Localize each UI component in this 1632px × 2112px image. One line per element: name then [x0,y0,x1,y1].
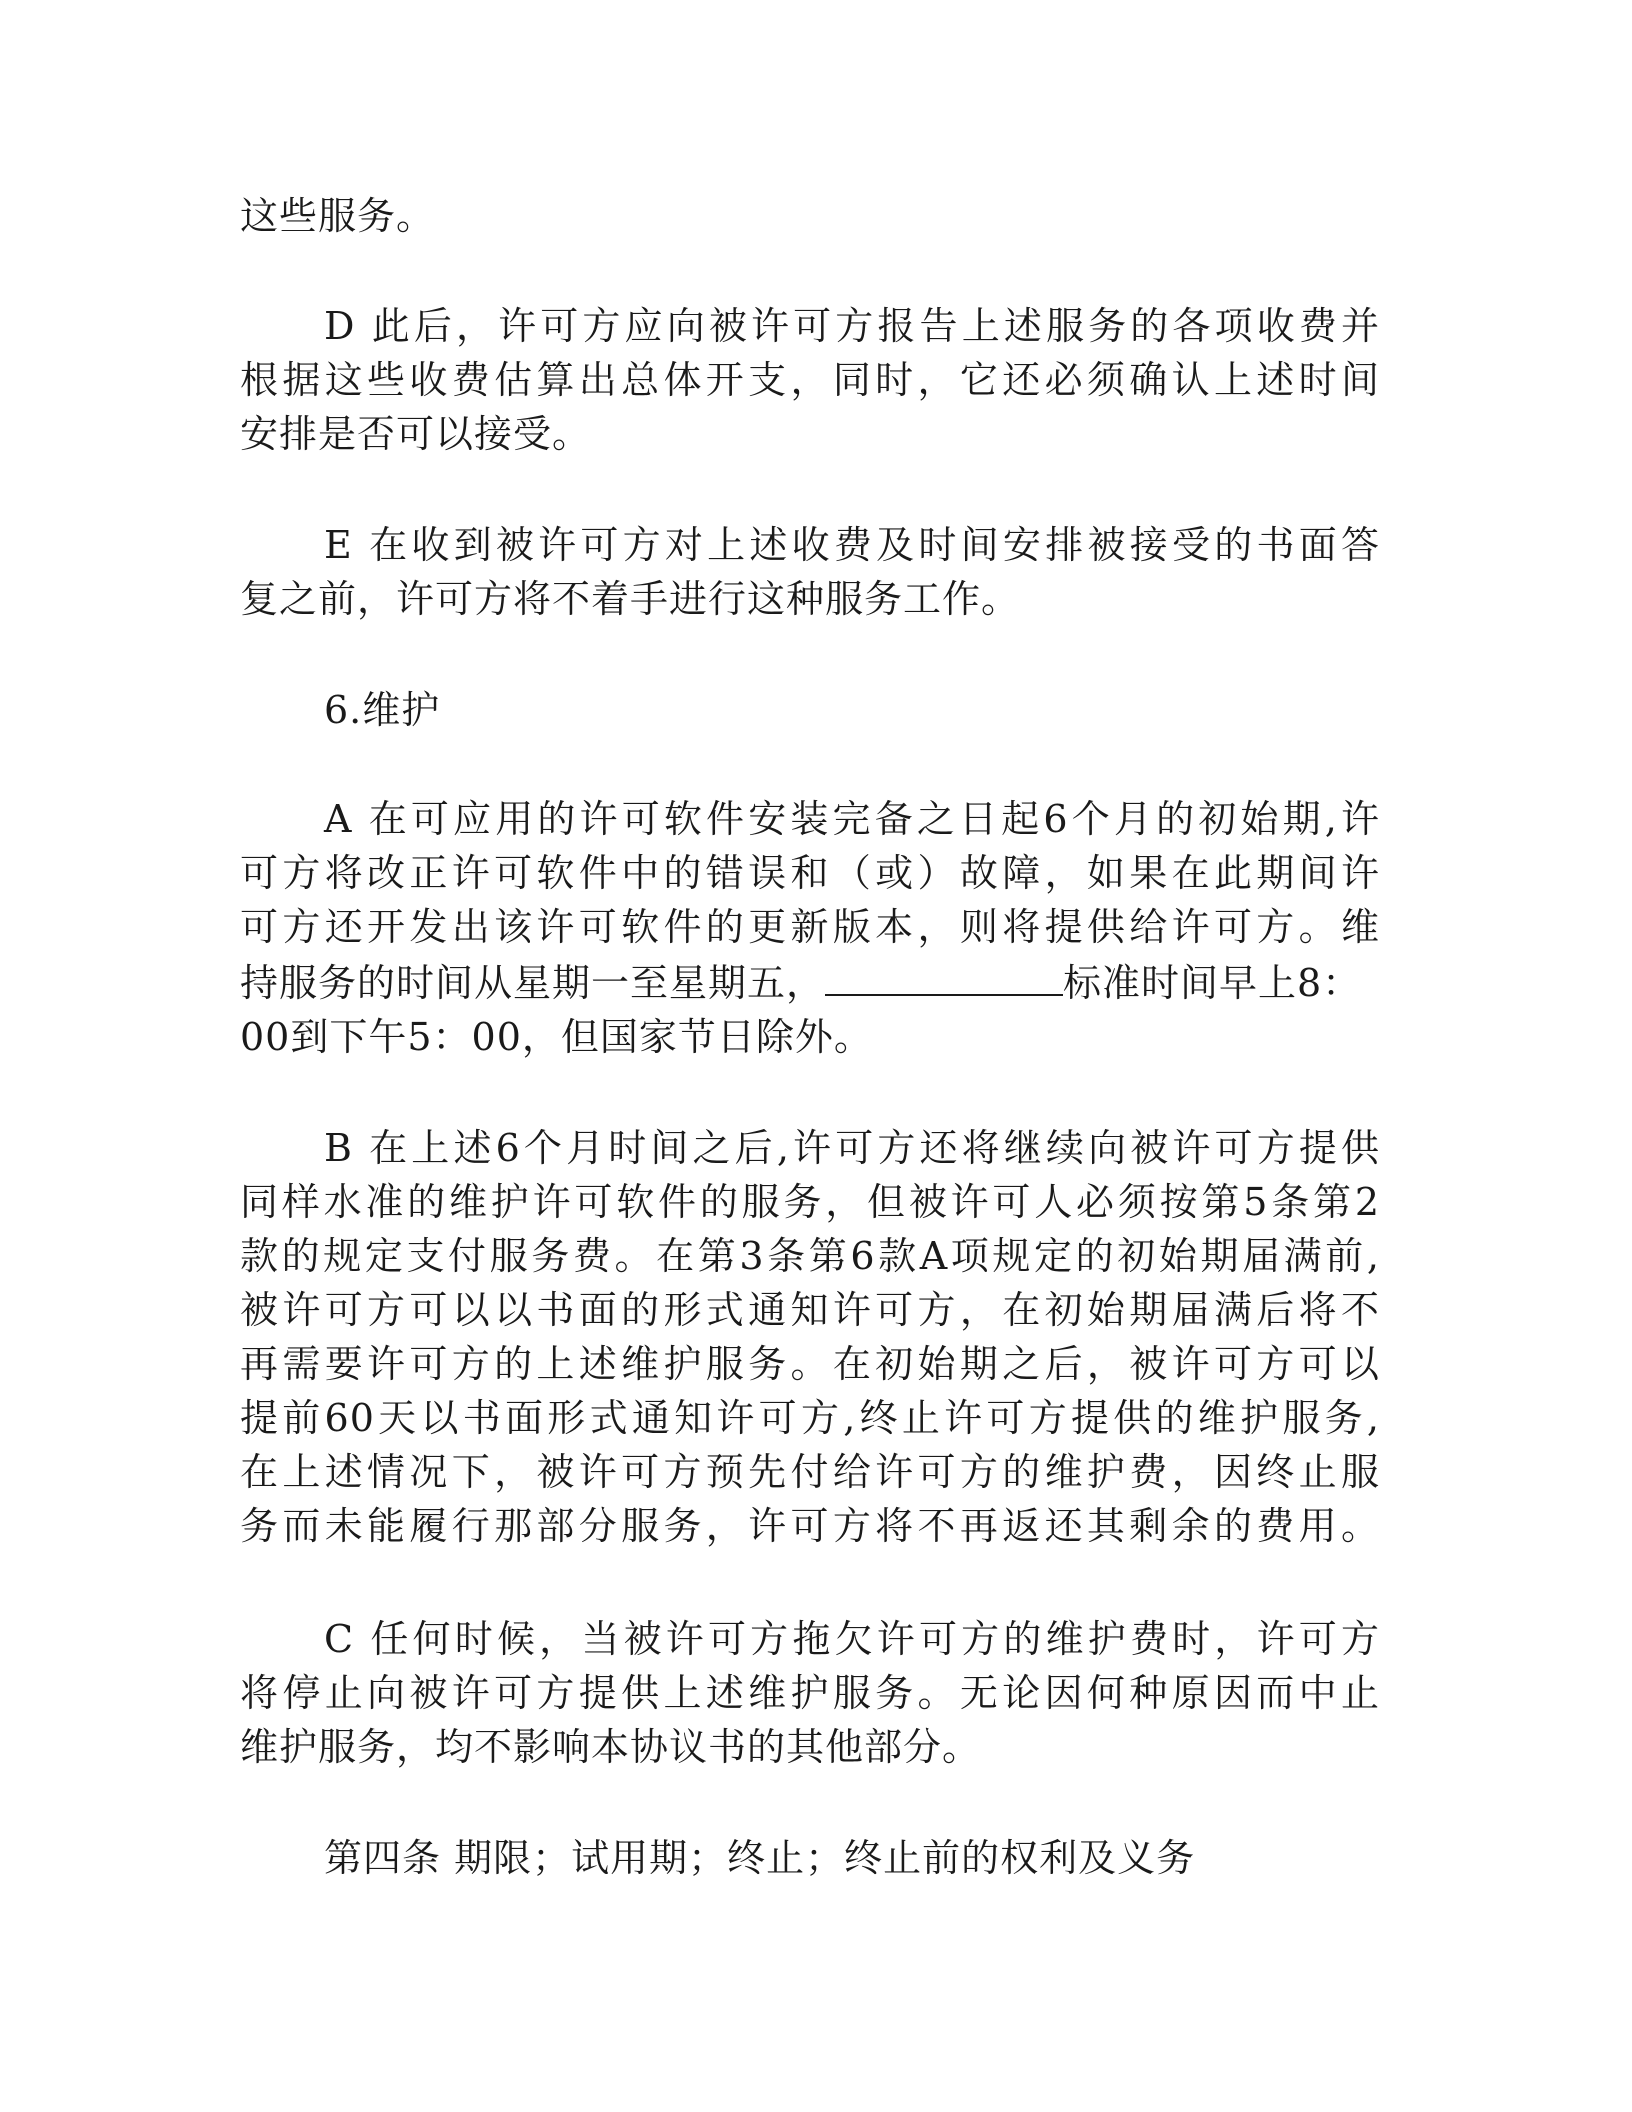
text-line: 款的规定支付服务费。在第3条第6款A项规定的初始期届满前, [240,1234,1380,1278]
text-line: 再需要许可方的上述维护服务。在初始期之后，被许可方可以 [240,1342,1380,1386]
text-line: D 此后，许可方应向被许可方报告上述服务的各项收费并 [324,304,1380,348]
text-line: 务而未能履行那部分服务，许可方将不再返还其剩余的费用。 [240,1504,1380,1548]
text-line: 同样水准的维护许可软件的服务，但被许可人必须按第5条第2 [240,1180,1380,1224]
text-line: C 任何时候，当被许可方拖欠许可方的维护费时，许可方 [324,1617,1380,1661]
text-line: 可方将改正许可软件中的错误和（或）故障，如果在此期间许 [240,851,1380,895]
section-heading: 6.维护 [324,688,441,732]
paragraph-e [240,518,1380,626]
text-line: 在上述情况下，被许可方预先付给许可方的维护费，因终止服 [240,1450,1380,1494]
text-line: 维护服务，均不影响本协议书的其他部分。 [240,1725,982,1769]
text-line: 提前60天以书面形式通知许可方,终止许可方提供的维护服务, [240,1396,1380,1440]
text-line: 可方还开发出该许可软件的更新版本，则将提供给许可方。维 [240,905,1380,949]
section-heading-maintenance [240,683,1380,737]
text-line: 被许可方可以以书面的形式通知许可方，在初始期届满后将不 [240,1288,1380,1332]
article-title: 第四条 期限；试用期；终止；终止前的权利及义务 [324,1836,1196,1880]
fill-in-blank [825,954,1063,996]
paragraph-d [240,299,1380,461]
text-fragment: 持服务的时间从星期一至星期五， [240,961,826,1005]
text-fragment: 标准时间早上8： [1063,961,1362,1005]
text-line: 将停止向被许可方提供上述维护服务。无论因何种原因而中止 [240,1671,1380,1715]
paragraph-continuation [240,189,1380,243]
paragraph-a [240,792,1380,1064]
text-line: 根据这些收费估算出总体开支，同时，它还必须确认上述时间 [240,358,1380,402]
text-line: B 在上述6个月时间之后,许可方还将继续向被许可方提供 [324,1126,1380,1170]
text-line: 00到下午5：00，但国家节日除外。 [240,1015,873,1059]
article-heading [240,1831,1380,1885]
text-line: 这些服务。 [240,194,436,238]
text-line [240,954,1380,1010]
text-line: E 在收到被许可方对上述收费及时间安排被接受的书面答 [324,523,1380,567]
paragraph-c [240,1612,1380,1774]
paragraph-b [240,1121,1380,1553]
text-line: A 在可应用的许可软件安装完备之日起6个月的初始期,许 [324,797,1380,841]
text-line: 复之前，许可方将不着手进行这种服务工作。 [240,577,1021,621]
text-line: 安排是否可以接受。 [240,412,592,456]
